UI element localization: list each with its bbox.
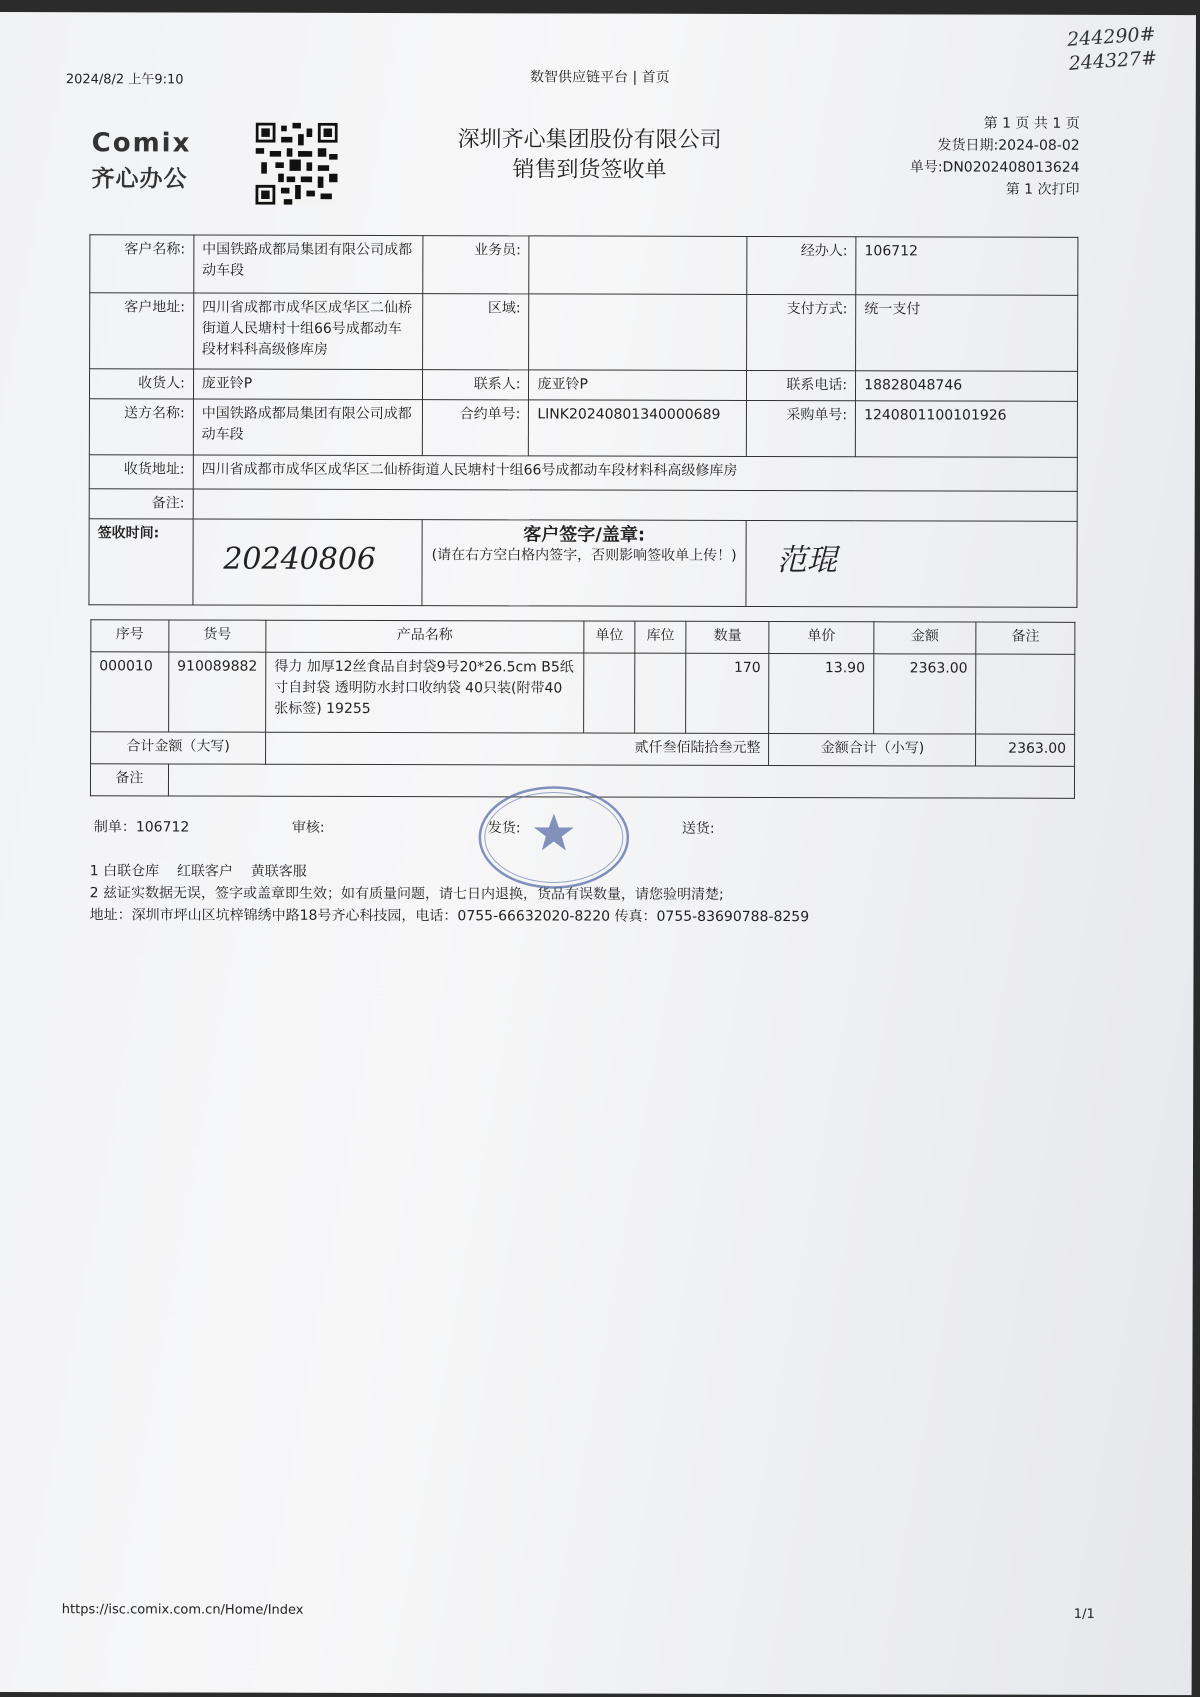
purchase-no: 1240801100101926	[855, 401, 1077, 458]
customer-sign-cell	[422, 520, 747, 607]
amount-cell: 2363.00	[873, 654, 976, 734]
table-row	[89, 369, 1077, 402]
signature-cell	[746, 520, 1077, 607]
table-row	[90, 293, 1078, 372]
total-upper: 贰仟叁佰陆拾叁元整	[266, 732, 769, 765]
ship-to: 中国铁路成都局集团有限公司成都动车段	[193, 399, 422, 456]
customer-address: 四川省成都市成华区成华区二仙桥街道人民塘村十组66号成都动车段材料科高级修库房	[193, 293, 422, 370]
site-title: 数智供应链平台 | 首页	[529, 69, 670, 86]
contact: 庞亚铃P	[529, 370, 747, 401]
remark-label: 备注:	[89, 489, 193, 519]
col-header: 序号	[91, 620, 169, 652]
note-1: 1 白联仓库 红联客户 黄联客服	[89, 863, 307, 880]
goods-remark-label: 备注	[90, 764, 168, 796]
handler: 106712	[856, 237, 1078, 296]
total-row	[91, 732, 1075, 767]
document-meta	[880, 112, 1080, 201]
customer-info-table	[88, 234, 1078, 608]
page-info: 第 1 页 共 1 页	[983, 115, 1080, 132]
sku-cell: 910089882	[168, 652, 265, 732]
ship-date: 2024-08-02	[998, 137, 1080, 154]
col-header: 金额	[874, 622, 977, 654]
qty-cell: 170	[686, 653, 770, 733]
remark	[193, 489, 1077, 521]
ship-date-line	[880, 134, 1080, 157]
col-header: 备注	[976, 622, 1075, 654]
total-upper-label: 合计金额（大写)	[91, 732, 266, 764]
sign-time-cell	[193, 519, 422, 606]
form-title: 销售到货签收单	[512, 157, 667, 183]
col-header: 单位	[583, 621, 635, 653]
price-cell: 13.90	[769, 654, 873, 734]
company-name: 深圳齐心集团股份有限公司	[457, 127, 722, 153]
customer-sign-note: (请在右方空白格内签字，否则影响签收单上传！)	[431, 547, 737, 564]
deliver: 送货:	[681, 820, 715, 837]
handler-label: 经办人:	[747, 236, 856, 294]
seq-cell: 000010	[91, 652, 169, 732]
customer-name: 中国铁路成都局集团有限公司成都动车段	[194, 235, 423, 294]
order-no-label: 单号:	[909, 159, 943, 176]
order-no: DN0202408013624	[942, 159, 1080, 176]
total-lower: 2363.00	[976, 734, 1075, 766]
footer-notes	[90, 860, 810, 928]
customer-address-label: 客户地址:	[90, 293, 194, 369]
table-row	[91, 652, 1075, 735]
ship: 发货:	[487, 820, 521, 837]
signature-row	[89, 519, 1077, 608]
page-number: 1/1	[1073, 1606, 1095, 1622]
phone-label: 联系电话:	[747, 370, 856, 400]
remark-cell	[976, 654, 1075, 734]
delivery-address: 四川省成都市成华区成华区二仙桥街道人民塘村十组66号成都动车段材料科高级修库房	[193, 455, 1077, 491]
comix-logo	[92, 128, 192, 193]
region	[529, 294, 747, 371]
table-row	[89, 399, 1077, 458]
table-row	[89, 489, 1077, 522]
review: 审核:	[291, 819, 325, 836]
goods-header-row	[91, 620, 1075, 655]
maker: 制单：106712	[93, 819, 190, 836]
contact-label: 联系人:	[422, 370, 529, 400]
handwritten-note	[1066, 22, 1157, 76]
receiver-label: 收货人:	[89, 369, 193, 399]
region-label: 区域:	[422, 294, 529, 370]
col-header: 单价	[769, 622, 873, 654]
total-lower-label: 金额合计（小写)	[769, 734, 976, 767]
delivery-address-label: 收货地址:	[89, 455, 193, 489]
contract-label: 合约单号:	[422, 400, 529, 456]
sign-time-handwritten: 20240806	[223, 541, 377, 577]
handwritten-note-2: 244327#	[1067, 46, 1158, 75]
ship-to-label: 送方名称:	[89, 399, 193, 455]
customer-name-label: 客户名称:	[90, 235, 194, 293]
sign-time-label: 签收时间:	[89, 519, 193, 605]
logo-zh: 齐心办公	[91, 166, 188, 193]
company-seal-icon	[476, 783, 632, 891]
table-row	[89, 455, 1077, 492]
logo-en: Comix	[91, 128, 192, 159]
payment-label: 支付方式:	[747, 294, 856, 370]
company-address: 地址：深圳市坪山区坑梓锦绣中路18号齐心科技园，电话：0755-66632020-8220 传真：0755-83690788-8259	[89, 907, 810, 926]
location-cell	[635, 653, 686, 733]
col-header: 货号	[169, 620, 266, 652]
print-timestamp: 2024/8/2 上午9:10	[65, 72, 184, 88]
order-no-line	[880, 156, 1080, 179]
col-header: 库位	[635, 621, 686, 653]
purchase-label: 采购单号:	[747, 400, 856, 456]
phone: 18828048746	[856, 371, 1078, 402]
handwritten-note-1: 244290#	[1066, 22, 1156, 51]
col-header: 产品名称	[266, 620, 584, 653]
goods-table	[90, 619, 1075, 799]
salesperson-label: 业务员:	[422, 236, 529, 294]
print-count: 第 1 次打印	[1005, 181, 1080, 198]
table-row	[90, 235, 1078, 296]
page-url: https://isc.comix.com.cn/Home/Index	[61, 1602, 304, 1618]
ship-date-label: 发货日期:	[937, 137, 999, 154]
col-header: 数量	[686, 621, 769, 653]
product-name-cell: 得力 加厚12丝食品自封袋9号20*26.5cm B5纸寸自封袋 透明防水封口收纳袋 40只装(附带40张标签) 19255	[266, 652, 584, 733]
qr-code-icon	[255, 123, 337, 205]
document-page	[0, 12, 1196, 1695]
document-title	[400, 125, 780, 186]
note-2: 2 兹证实数据无误，签字或盖章即生效；如有质量问题，请七日内退换，货品有误数量，请您验明清楚;	[89, 885, 724, 903]
contract-no: LINK20240801340000689	[529, 400, 747, 457]
receiver: 庞亚铃P	[193, 369, 422, 400]
unit-cell	[583, 653, 635, 733]
payment: 统一支付	[856, 295, 1078, 372]
customer-sign-label: 客户签字/盖章:	[523, 524, 646, 546]
salesperson	[529, 236, 747, 295]
signature-handwritten: 范琨	[776, 543, 837, 579]
